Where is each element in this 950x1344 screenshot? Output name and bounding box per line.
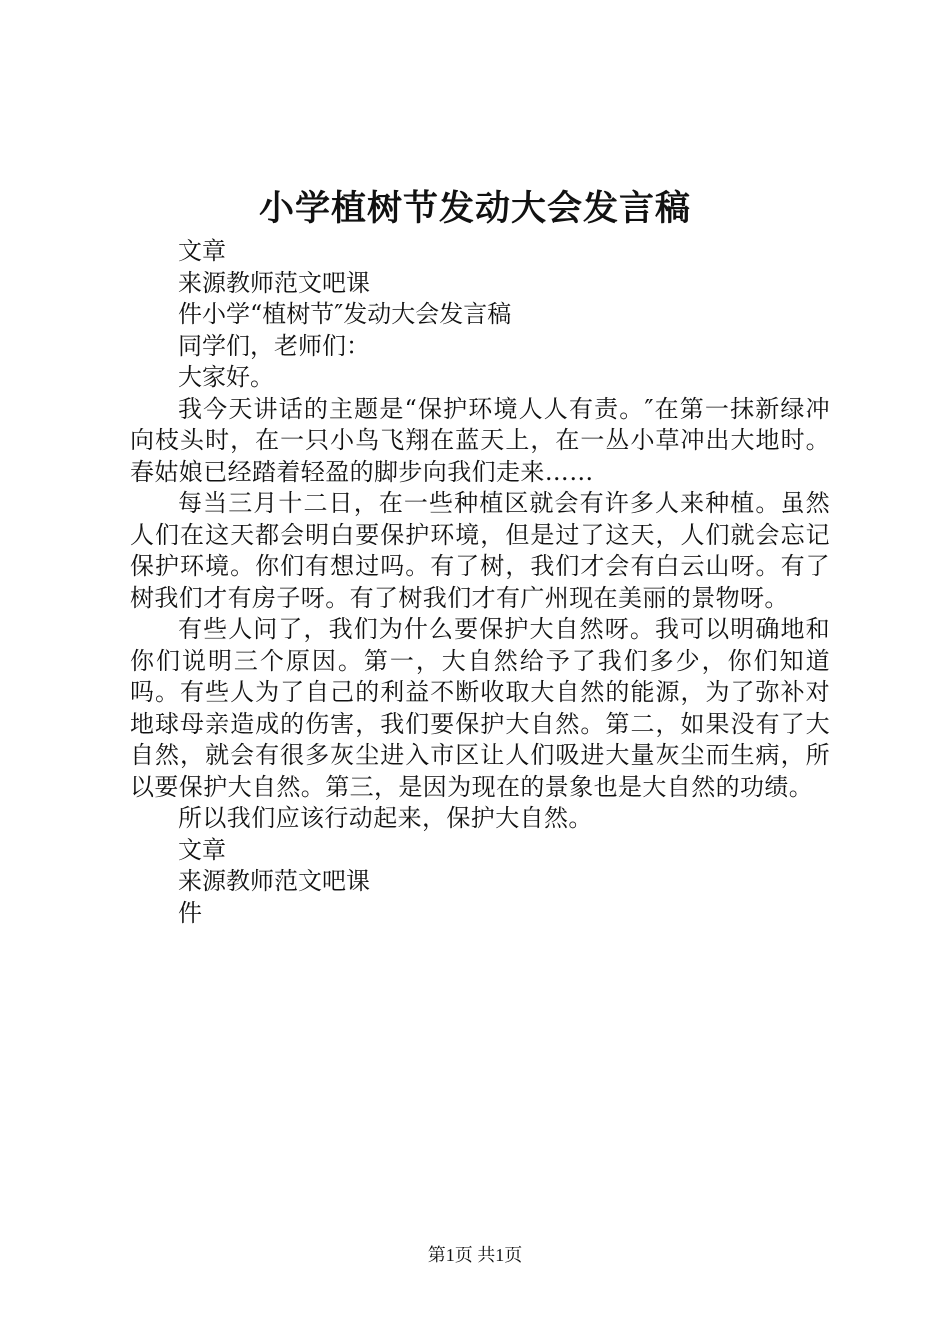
document-body bbox=[130, 236, 830, 929]
paragraph: 有些人问了，我们为什么要保护大自然呀。我可以明确地和你们说明三个原因。第一，大自然给予了我们多少，你们知道吗。有些人为了自己的利益不断收取大自然的能源，为了弥补对地球母亲造成的伤害，我们要保护大自然。第二，如果没有了大自然，就会有很多灰尘进入市区让人们吸进大量灰尘而生病，所以要保护大自然。第三，是因为现在的景象也是大自然的功绩。 bbox=[130, 615, 830, 801]
paragraph: 所以我们应该行动起来，保护大自然。 bbox=[178, 804, 593, 832]
header-line: 件小学“植树节″发动大会发言稿 bbox=[178, 300, 512, 328]
header-line: 来源教师范文吧课 bbox=[178, 268, 370, 297]
greeting: 大家好。 bbox=[178, 363, 274, 391]
paragraph: 我今天讲话的主题是“保护环境人人有责。″在第一抹新绿冲向枝头时，在一只小鸟飞翔在蓝天上，在一丛小草冲出大地时。春姑娘已经踏着轻盈的脚步向我们走来…… bbox=[130, 394, 830, 486]
salutation: 同学们，老师们： bbox=[178, 331, 370, 360]
document-title: 小学植树节发动大会发言稿 bbox=[258, 189, 691, 229]
header-line: 文章 bbox=[178, 237, 226, 265]
footer-line: 来源教师范文吧课 bbox=[178, 867, 370, 895]
paragraph: 每当三月十二日，在一些种植区就会有许多人来种植。虽然人们在这天都会明白要保护环境，但是过了这天，人们就会忘记保护环境。你们有想过吗。有了树，我们才会有白云山呀。有了树我们才有房子呀。有了树我们才有广州现在美丽的景物呀。 bbox=[130, 489, 830, 612]
page-number: 第1页 共1页 bbox=[427, 1245, 523, 1265]
footer-line: 件 bbox=[178, 898, 202, 927]
footer-line: 文章 bbox=[178, 835, 226, 864]
